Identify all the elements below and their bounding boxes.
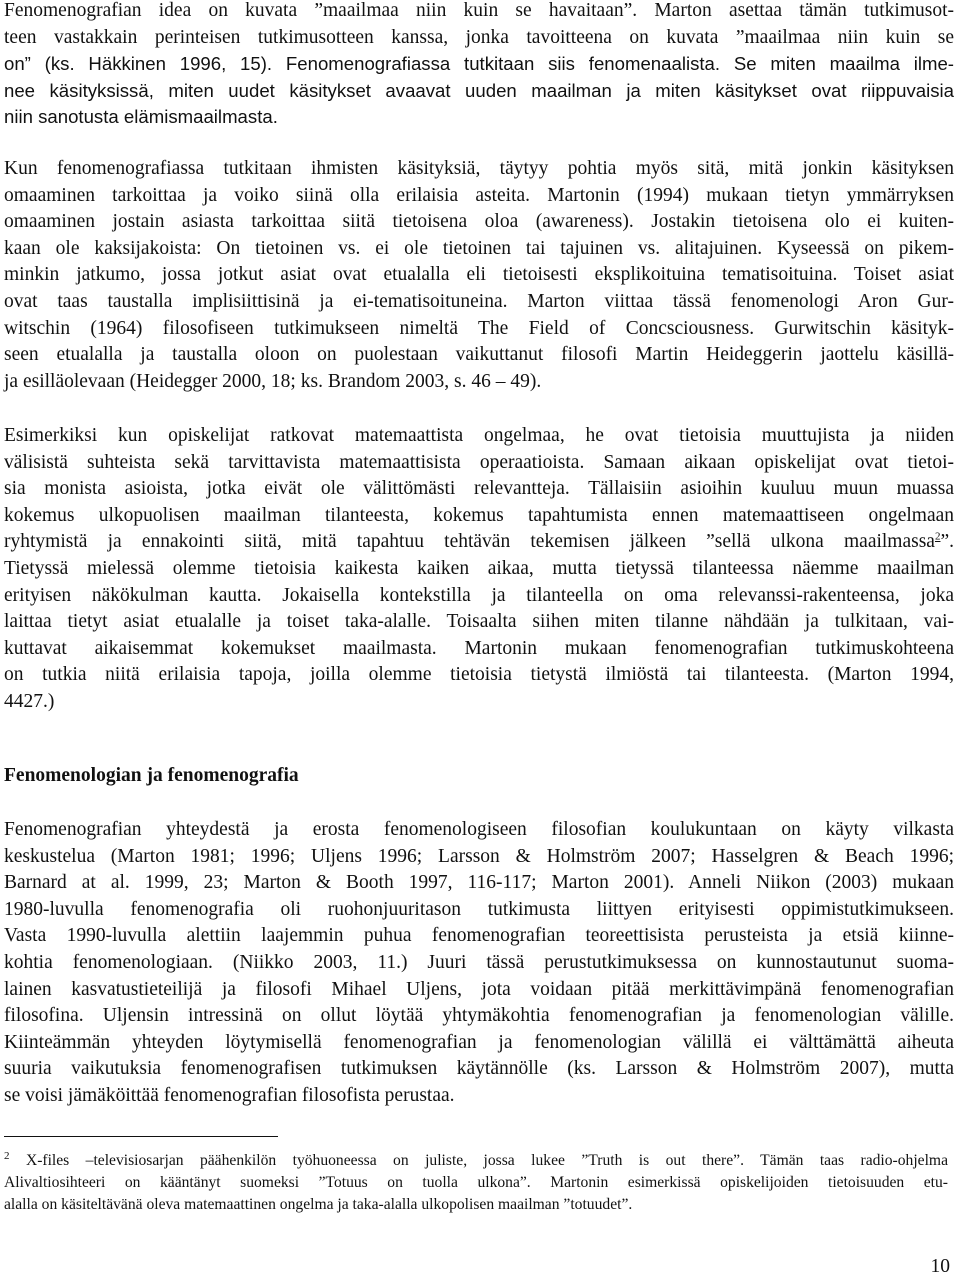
p3-line-10: on tutkia niitä erilaisia tapoja, joilla olemme tietoisia tietystä ilmiöstä tai tilanteesta. (Marton 1994,: [4, 664, 954, 686]
p3-line-5-text: ryhtymistä ja ennakointi siitä, mitä tapahtuu tehtävän tekemisen jälkeen ”sellä ulkona maailmassa: [4, 531, 935, 553]
p2-line-6: ovat taas taustalla implisiittisinä ja ei-tematisoituneina. Marton viittaa tässä fenomenologi Aron Gur-: [4, 290, 954, 312]
p4-line-3: Barnard at al. 1999, 23; Marton & Booth 1997, 116-117; Marton 2001). Anneli Niikon (2003) mukaan: [4, 872, 954, 894]
footnote-line-2: Alivaltiosihteeri on kääntänyt suomeksi ”Totuus on tuolla ulkona”. Martonin esimerkissä opiskelijoiden tietoisuuden etu-: [4, 1174, 948, 1191]
p3-line-3: sia monista asioista, jotka eivät ole välittömästi relevantteja. Tällaisiin asioihin kuuluu muun muassa: [4, 478, 954, 500]
p2-line-8: seen etualalla ja taustalla oloon on puolestaan vaikuttanut filosofi Martin Heideggerin jaottelu käsillä-: [4, 344, 954, 366]
p2-line-4: kaan ole kaksijakoista: On tietoinen vs. ei ole tietoinen tai tajuinen vs. alitajuinen. Kyseessä on pikem-: [4, 237, 954, 259]
p3-line-5-tail: ”.: [940, 531, 954, 553]
p4-line-8: filosofina. Uljensin intressinä on ollut löytää yhtymäkohtia fenomenografian ja fenomenologian välille.: [4, 1005, 954, 1027]
footnote-line-3: alalla on käsiteltävänä oleva matemaattinen ongelma ja taka-alalla ulkopolisen maailman ”totuudet”.: [4, 1196, 633, 1213]
p4-line-6: kohtia fenomenologiaan. (Niikko 2003, 11.) Juuri tässä perustutkimuksessa on kunnostautunut suoma-: [4, 951, 954, 973]
paragraph-1: [4, 0, 954, 131]
p3-line-11: 4427.): [4, 690, 55, 712]
p2-line-1: Kun fenomenografiassa tutkitaan ihmisten käsityksiä, täytyy pohtia myös sitä, mitä jonkin käsityksen: [4, 158, 954, 179]
p2-line-5: minkin jatkumo, jossa jotkut asiat ovat etualalla eli tietoisesti eksplikoituina tematisoituina. Toiset asiat: [4, 264, 954, 286]
footnote-line-1: [4, 1150, 948, 1172]
page-number: 10: [930, 1256, 950, 1277]
p4-line-9: Kiinteämmän yhteyden löytymisellä fenomenografian ja fenomenologian välillä ei välttämättä aiheuta: [4, 1031, 954, 1053]
footnote-number: 2: [4, 1149, 10, 1162]
p4-line-1: Fenomenografian yhteydestä ja erosta fenomenologiseen filosofian koulukuntaan on käyty vilkasta: [4, 819, 954, 840]
p2-line-2: omaaminen tarkoittaa ja voiko siinä olla erilaisia asteita. Martonin (1994) mukaan tietyn ymmärryksen: [4, 184, 954, 206]
footnote: [4, 1150, 948, 1216]
p4-line-4: 1980-luvulla fenomenografia oli ruohonjuuritason tutkimusta liittyen erityisesti oppimistutkimukseen.: [4, 898, 954, 920]
p3-line-8: laittaa tietyt asiat etualalle ja toiset taka-alalle. Toisaalta siihen miten tilanne nähdään ja tulkitaan, vai-: [4, 611, 954, 633]
p3-line-6: Tietyssä mielessä olemme tietoisia kaikesta kaiken aikaa, mutta tietyssä tilanteessa näemme maailman: [4, 557, 954, 579]
footnote-line-1-text: X-files –televisiosarjan päähenkilön työhuoneessa on juliste, jossa lukee ”Truth is out there”. Tämän taas radio-ohjelma: [25, 1152, 948, 1169]
p3-line-5: [4, 529, 954, 556]
p2-line-9: ja esilläolevaan (Heidegger 2000, 18; ks. Brandom 2003, s. 46 – 49).: [4, 370, 542, 392]
p1-line-5: niin sanotusta elämismaailmasta.: [4, 106, 278, 128]
p3-line-7: erityisen näkökulman kautta. Jokaisella kontekstilla ja tilanteella on oma relevanssi-rakenteensa, joka: [4, 584, 954, 606]
p4-line-10: suuria vaikutuksia fenomenografisen tutkimuksen käytännölle (ks. Larsson & Holmström 2007), mutta: [4, 1058, 954, 1080]
paragraph-2: [4, 156, 954, 395]
footnote-divider: [4, 1136, 278, 1137]
p4-line-2: keskustelua (Marton 1981; 1996; Uljens 1996; Larsson & Holmström 2007; Hasselgren & Beach 1996;: [4, 845, 954, 867]
p1-line-3: on” (ks. Häkkinen 1996, 15). Fenomenografiassa tutkitaan siis fenomenaalista. Se miten maailma ilme-: [4, 53, 954, 75]
p2-line-3: omaaminen jostain asiasta tarkoittaa siitä tietoisena oloa (awareness). Jostakin tietoisena olo ei kuiten-: [4, 211, 954, 233]
p4-line-5: Vasta 1990-luvulla alettiin laajemmin puhua fenomenografian teoreettisista perusteista ja etsiä kiinne-: [4, 925, 954, 947]
p3-line-9: kuttavat aikaisemmat kokemukset maailmasta. Martonin mukaan fenomenografian tutkimuskohteena: [4, 637, 954, 659]
p3-line-2: välisistä suhteista sekä tarvittavista matemaattisista operaatioista. Samaan aikaan opiskelijat ovat tietoi-: [4, 451, 954, 473]
footnote-reference[interactable]: 2: [934, 530, 941, 543]
p1-line-4: nee käsityksissä, miten uudet käsitykset avaavat uuden maailman ja miten käsitykset ovat riippuvaisia: [4, 79, 954, 101]
p3-line-1: Esimerkiksi kun opiskelijat ratkovat matemaattista ongelmaa, he ovat tietoisia muuttujista ja niiden: [4, 425, 954, 446]
p4-line-7: lainen kasvatustieteilijä ja filosofi Mihael Uljens, jota voidaan pitää merkittävimpänä fenomenografian: [4, 978, 954, 1000]
p4-line-11: se voisi jämäköittää fenomenografian filosofista perustaa.: [4, 1084, 455, 1106]
p3-line-4: kokemus ulkopuolisen maailman tilanteesta, kokemus tapahtumista ennen matemaattiseen ongelmaan: [4, 504, 954, 526]
paragraph-3: [4, 423, 954, 716]
p2-line-7: witschin (1964) filosofiseen tutkimukseen nimeltä The Field of Concsciousness. Gurwitschin käsityk-: [4, 317, 954, 339]
section-heading: Fenomenologian ja fenomenografia: [4, 765, 299, 786]
p1-line-2: teen vastakkain perinteisen tutkimusotteen kanssa, jonka tavoitteena on kuvata ”maailmaa niin kuin se: [4, 26, 954, 48]
p1-line-1: Fenomenografian idea on kuvata ”maailmaa niin kuin se havaitaan”. Marton asettaa tämän tutkimusot-: [4, 0, 954, 21]
paragraph-4: [4, 817, 954, 1110]
